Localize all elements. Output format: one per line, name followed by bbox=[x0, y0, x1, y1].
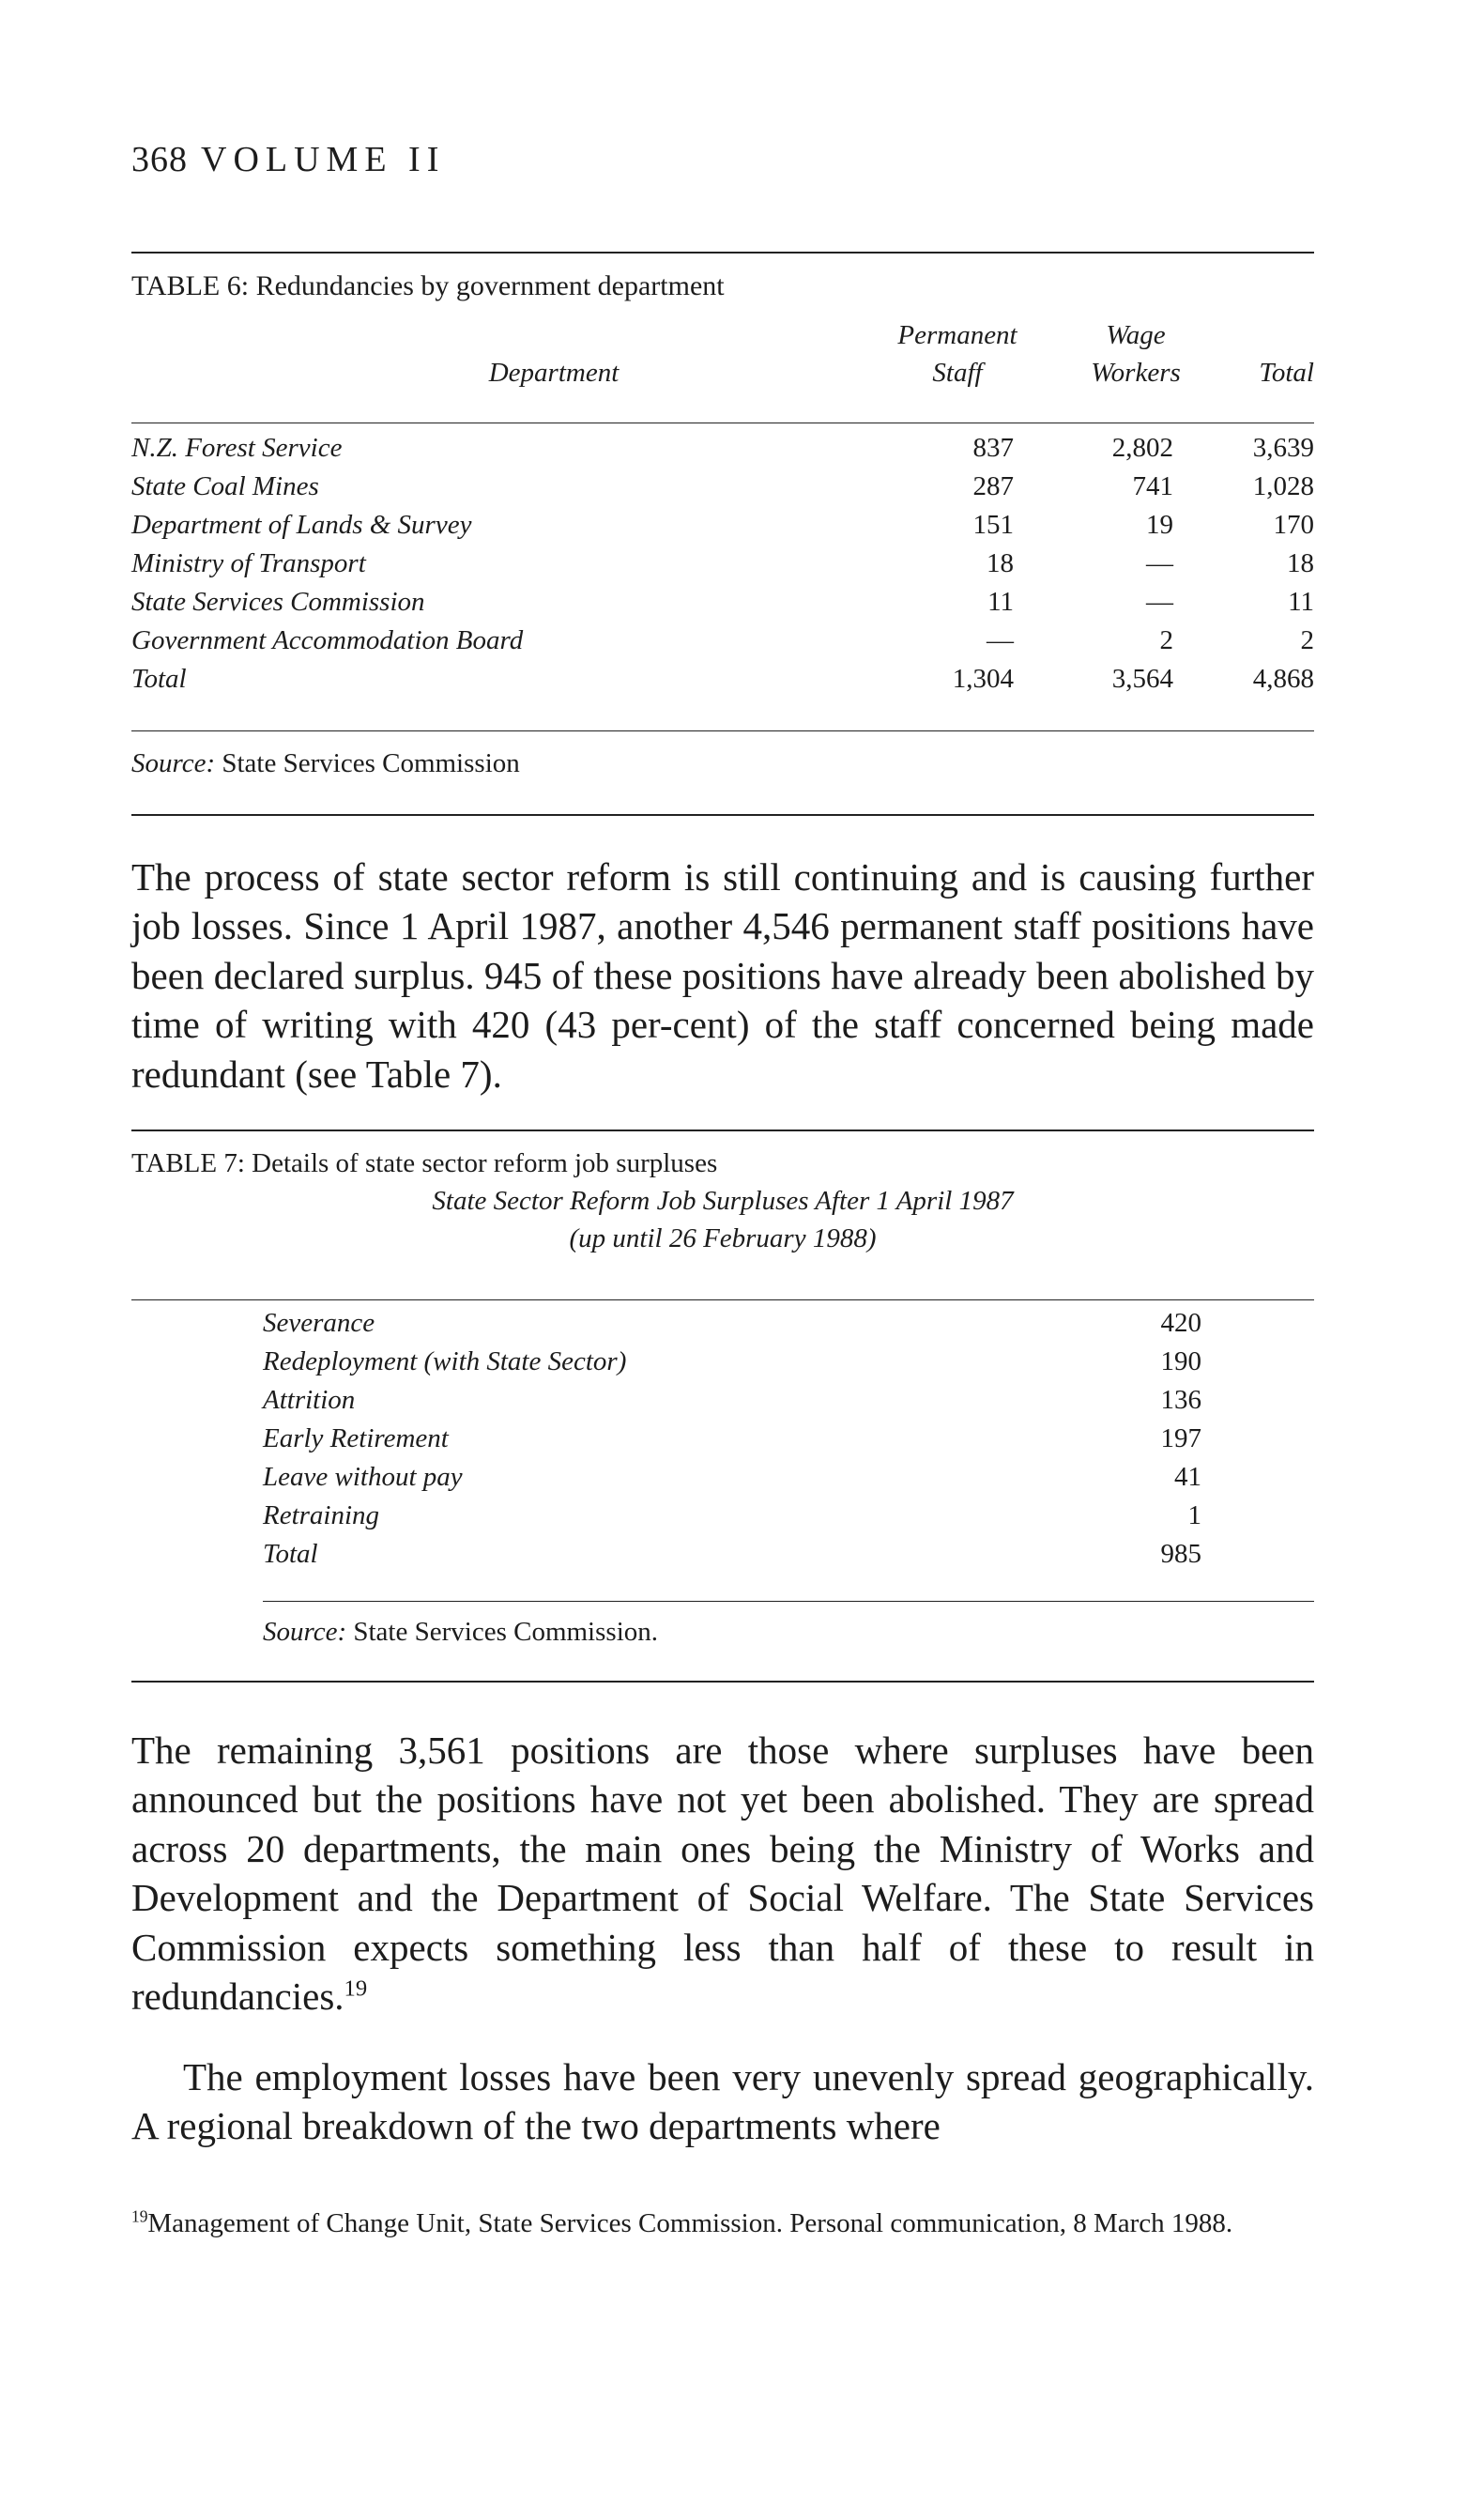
footnote-marker: 19 bbox=[131, 2206, 148, 2226]
department-name: N.Z. Forest Service bbox=[131, 433, 343, 463]
row-total: 1,028 bbox=[1252, 471, 1314, 501]
item-value: 197 bbox=[1160, 1423, 1201, 1453]
table7-subtitle-line1: State Sector Reform Job Surpluses After 1 April 1987 bbox=[432, 1186, 1014, 1216]
item-label: Leave without pay bbox=[263, 1462, 463, 1492]
table6-bottom-rule bbox=[131, 730, 1314, 731]
row-total: 3,639 bbox=[1252, 433, 1314, 463]
item-label: Early Retirement bbox=[263, 1423, 449, 1453]
permanent-staff: 11 bbox=[987, 587, 1014, 617]
table7-source bbox=[263, 1617, 658, 1648]
item-label: Redeployment (with State Sector) bbox=[263, 1346, 627, 1376]
body-paragraph: The process of state sector reform is still continuing and is causing further job losses. Since 1 April 1987, another 4,546 permanent staff positions have been declared surplus. 945 of these positions have already been abolished by time of writing with 420 (43 per-cent) of the staff concerned being made redundant (see Table 7). bbox=[131, 855, 1314, 1096]
wage-workers: 741 bbox=[1132, 471, 1173, 501]
item-value: 190 bbox=[1160, 1346, 1201, 1376]
table7-end-rule bbox=[131, 1681, 1314, 1683]
footnote bbox=[131, 2205, 1314, 2242]
permanent-staff: 837 bbox=[972, 433, 1014, 463]
table-row bbox=[131, 471, 1314, 509]
permanent-staff: 18 bbox=[987, 548, 1014, 578]
department-name: Government Accommodation Board bbox=[131, 625, 524, 655]
permanent-staff: 287 bbox=[972, 471, 1014, 501]
wage-workers: — bbox=[1146, 587, 1173, 617]
source-text: State Services Commission. bbox=[353, 1617, 658, 1647]
row-total: 4,868 bbox=[1252, 664, 1314, 694]
wage-workers: 2,802 bbox=[1111, 433, 1173, 463]
table6-header-permanent-line2: Staff bbox=[932, 358, 983, 388]
department-name: State Services Commission bbox=[131, 587, 425, 617]
table6-header-wage bbox=[1061, 316, 1211, 392]
wage-workers: 2 bbox=[1159, 625, 1173, 655]
item-label: Severance bbox=[263, 1308, 375, 1338]
table7-caption: TABLE 7: Details of state sector reform job surpluses bbox=[131, 1148, 718, 1178]
department-name: Total bbox=[131, 664, 187, 694]
item-label: Retraining bbox=[263, 1500, 380, 1530]
permanent-staff: 1,304 bbox=[952, 664, 1014, 694]
list-item bbox=[263, 1462, 1201, 1499]
table-row bbox=[131, 625, 1314, 663]
item-label: Total bbox=[263, 1539, 318, 1569]
table-row bbox=[131, 433, 1314, 470]
list-item bbox=[263, 1385, 1201, 1422]
table6-header-wage-line2: Workers bbox=[1091, 358, 1181, 388]
table6-top-rule bbox=[131, 252, 1314, 254]
table6-header-permanent-line1: Permanent bbox=[897, 320, 1017, 350]
body-paragraph bbox=[131, 1726, 1314, 2021]
table6-header-permanent bbox=[864, 316, 1051, 392]
footnote-reference: 19 bbox=[344, 1975, 368, 2002]
table6-header-department: Department bbox=[488, 358, 620, 388]
table-row bbox=[131, 510, 1314, 547]
department-name: Ministry of Transport bbox=[131, 548, 366, 578]
department-name: State Coal Mines bbox=[131, 471, 319, 501]
table7-header-rule bbox=[131, 1299, 1314, 1300]
table6-header-wage-line1: Wage bbox=[1106, 320, 1166, 350]
item-value: 41 bbox=[1174, 1462, 1201, 1492]
source-label: Source: bbox=[263, 1617, 347, 1647]
running-head bbox=[131, 139, 445, 180]
department-name: Department of Lands & Survey bbox=[131, 510, 472, 540]
row-total: 11 bbox=[1288, 587, 1314, 617]
row-total: 170 bbox=[1273, 510, 1314, 540]
book-page bbox=[131, 0, 1314, 2505]
table-row bbox=[131, 587, 1314, 624]
table6-source bbox=[131, 748, 520, 779]
volume-title: VOLUME II bbox=[201, 140, 446, 179]
row-total: 2 bbox=[1300, 625, 1314, 655]
item-label: Attrition bbox=[263, 1385, 356, 1415]
table7-subtitle-line2: (up until 26 February 1988) bbox=[569, 1223, 877, 1253]
table6-header-total: Total bbox=[1259, 358, 1314, 388]
page-number: 368 bbox=[131, 140, 188, 179]
table6-caption: TABLE 6: Redundancies by government department bbox=[131, 270, 725, 301]
permanent-staff: — bbox=[987, 625, 1014, 655]
list-item bbox=[263, 1346, 1201, 1384]
body-paragraph: The employment losses have been very unevenly spread geographically. A regional breakdown of the two departments where bbox=[131, 2055, 1314, 2148]
wage-workers: 3,564 bbox=[1111, 664, 1173, 694]
wage-workers: — bbox=[1146, 548, 1173, 578]
list-item bbox=[263, 1500, 1201, 1538]
source-text: State Services Commission bbox=[222, 748, 520, 778]
item-value: 985 bbox=[1160, 1539, 1201, 1569]
permanent-staff: 151 bbox=[972, 510, 1014, 540]
list-item-total bbox=[263, 1539, 1201, 1576]
list-item bbox=[263, 1423, 1201, 1461]
row-total: 18 bbox=[1287, 548, 1314, 578]
source-label: Source: bbox=[131, 748, 216, 778]
wage-workers: 19 bbox=[1146, 510, 1173, 540]
footnote-text: Management of Change Unit, State Services Commission. Personal communication, 8 March 1988. bbox=[147, 2208, 1233, 2238]
table7-top-rule bbox=[131, 1130, 1314, 1131]
item-value: 1 bbox=[1187, 1500, 1201, 1530]
table-row-total bbox=[131, 664, 1314, 701]
paragraph-text: The remaining 3,561 positions are those where surpluses have been announced but the positions have not yet been abolished. They are spread across 20 departments, the main ones being the Ministry of Works and Development and the Department of Social Welfare. The State Services Commission expects something less than half of these to result in redundancies. bbox=[131, 1729, 1314, 2019]
item-value: 420 bbox=[1160, 1308, 1201, 1338]
list-item bbox=[263, 1308, 1201, 1345]
table6-end-rule bbox=[131, 814, 1314, 816]
table7-bottom-rule bbox=[263, 1601, 1314, 1602]
table-row bbox=[131, 548, 1314, 586]
item-value: 136 bbox=[1160, 1385, 1201, 1415]
